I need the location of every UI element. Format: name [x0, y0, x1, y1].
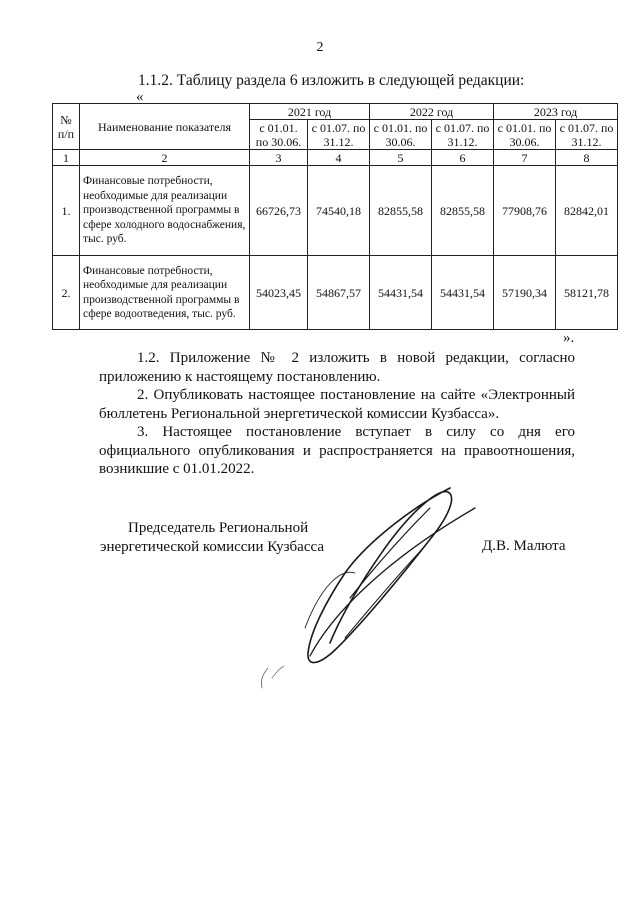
column-number: 1: [53, 150, 80, 166]
paragraph-text: 3. Настоящее постановление вступает в силу со дня его официального опубликования и распространяется на правоотношения, возникшие с 01.01.2022.: [99, 424, 575, 477]
row-value: 82855,58: [432, 166, 494, 256]
row-value: 54867,57: [308, 256, 370, 330]
header-period: с 01.01. по 30.06.: [494, 120, 556, 150]
paragraph-3: [99, 423, 575, 479]
paragraph-text: 1.2. Приложение № 2 изложить в новой редакции, согласно приложению к настоящему постановлению.: [99, 350, 575, 385]
row-value: 54431,54: [370, 256, 432, 330]
row-value: 54431,54: [432, 256, 494, 330]
signatory-title-line1: Председатель Региональной: [128, 520, 309, 536]
row-number: 2.: [53, 256, 80, 330]
row-name: Финансовые потребности, необходимые для реализации производственной программы в сфере водоотведения, тыс. руб.: [80, 256, 250, 330]
table-row: [53, 256, 618, 330]
row-value: 54023,45: [250, 256, 308, 330]
paragraph-2: [99, 386, 575, 423]
column-number: 7: [494, 150, 556, 166]
header-year-2021: 2021 год: [250, 104, 370, 120]
row-name: Финансовые потребности, необходимые для реализации производственной программы в сфере холодного водоснабжения, тыс. руб.: [80, 166, 250, 256]
signatory-title-line2: энергетической комиссии Кузбасса: [100, 539, 324, 555]
row-value: 58121,78: [556, 256, 618, 330]
table-row: [53, 166, 618, 256]
paragraph-text: 2. Опубликовать настоящее постановление на сайте «Электронный бюллетень Региональной энергетической комиссии Кузбасса».: [99, 387, 575, 422]
handwritten-signature: [250, 478, 490, 703]
row-value: 66726,73: [250, 166, 308, 256]
signatory-name: Д.В. Малюта: [482, 538, 566, 554]
row-value: 77908,76: [494, 166, 556, 256]
row-value: 57190,34: [494, 256, 556, 330]
header-period: с 01.07. по 31.12.: [556, 120, 618, 150]
column-number: 2: [80, 150, 250, 166]
opening-quote: «: [136, 89, 144, 105]
intro-text: 1.1.2. Таблицу раздела 6 изложить в следующей редакции:: [138, 72, 525, 89]
header-year-2023: 2023 год: [494, 104, 618, 120]
header-period: с 01.01. по 30.06.: [250, 120, 308, 150]
row-value: 82842,01: [556, 166, 618, 256]
column-number: 8: [556, 150, 618, 166]
column-number: 3: [250, 150, 308, 166]
row-value: 74540,18: [308, 166, 370, 256]
header-period: с 01.07. по 31.12.: [308, 120, 370, 150]
table-column-numbers-row: [53, 150, 618, 166]
paragraph-1-2: [99, 349, 575, 386]
row-value: 82855,58: [370, 166, 432, 256]
header-period: с 01.07. по 31.12.: [432, 120, 494, 150]
header-period: с 01.01. по 30.06.: [370, 120, 432, 150]
column-number: 5: [370, 150, 432, 166]
header-name-cell: Наименование показателя: [80, 104, 250, 150]
header-year-2022: 2022 год: [370, 104, 494, 120]
row-number: 1.: [53, 166, 80, 256]
closing-quote: ».: [563, 330, 575, 346]
page-number: 2: [316, 40, 324, 55]
column-number: 4: [308, 150, 370, 166]
column-number: 6: [432, 150, 494, 166]
header-number-cell: № п/п: [53, 104, 80, 150]
table-header-row-years: [53, 104, 618, 120]
indicators-table: [52, 103, 618, 330]
